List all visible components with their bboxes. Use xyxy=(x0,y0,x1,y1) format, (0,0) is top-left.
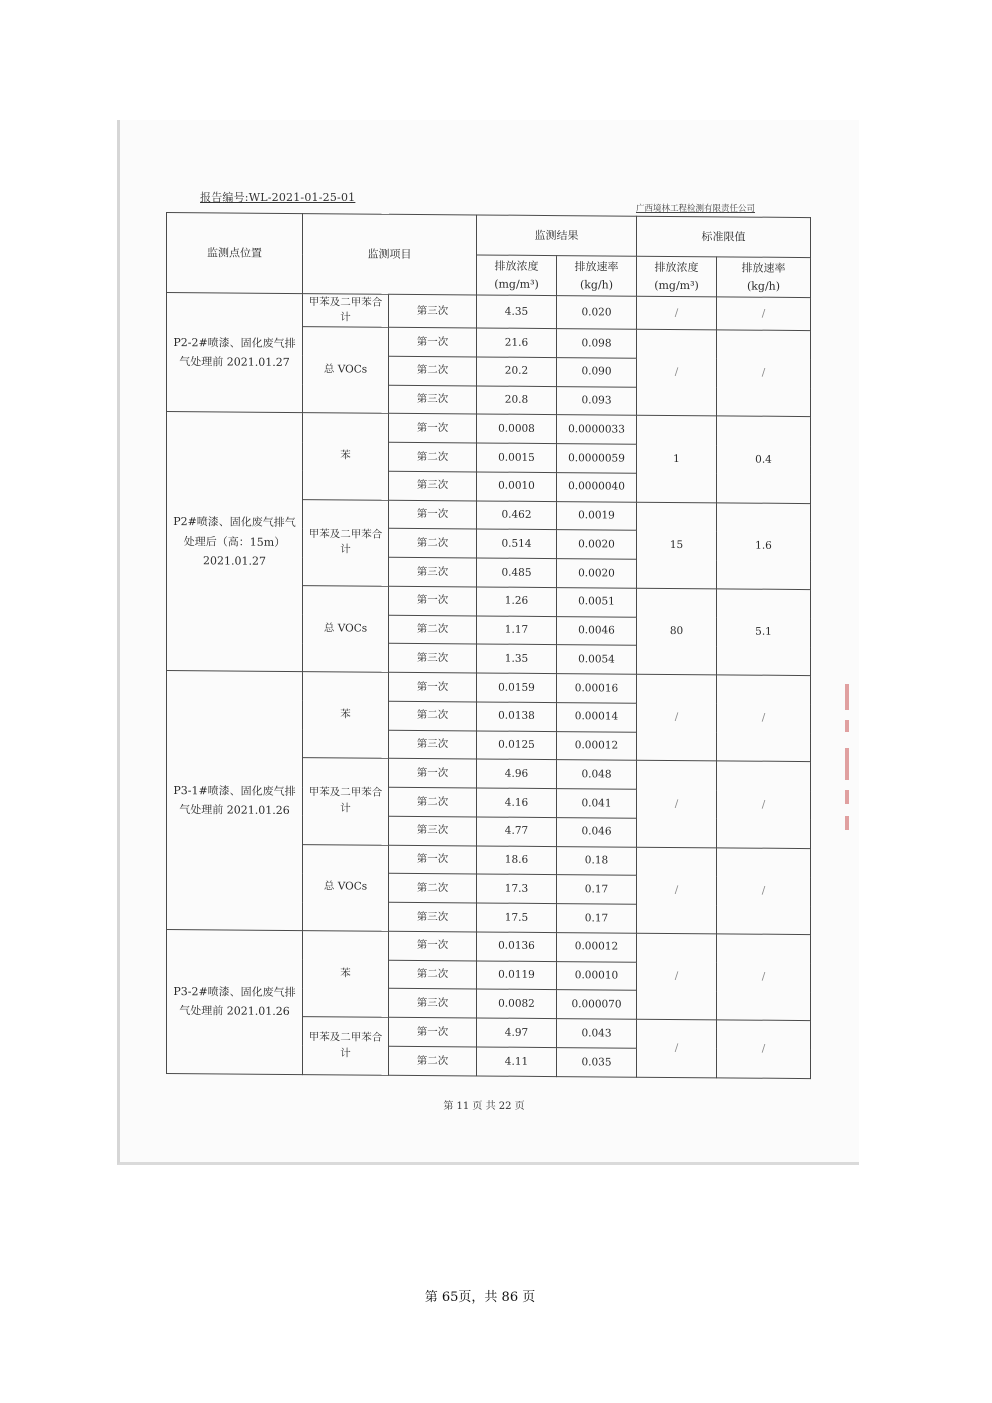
rate-cell: 0.00012 xyxy=(557,731,637,760)
rate-cell: 0.020 xyxy=(557,296,637,329)
rate-cell: 0.046 xyxy=(557,817,637,846)
concentration-cell: 1.17 xyxy=(477,616,557,645)
concentration-cell: 4.11 xyxy=(477,1047,557,1077)
run-cell: 第三次 xyxy=(389,816,477,845)
run-cell: 第一次 xyxy=(389,845,477,874)
run-cell: 第一次 xyxy=(389,500,477,529)
run-cell: 第三次 xyxy=(389,295,477,328)
limit-concentration-cell: / xyxy=(637,933,717,1020)
rate-cell: 0.0054 xyxy=(557,645,637,674)
limit-concentration-cell: / xyxy=(637,329,717,416)
limit-rate-cell: / xyxy=(717,297,811,330)
rate-cell: 0.093 xyxy=(557,386,637,415)
concentration-cell: 0.0138 xyxy=(477,702,557,731)
limit-concentration-cell: 80 xyxy=(637,588,717,675)
concentration-cell: 0.0082 xyxy=(477,989,557,1018)
site-location-cell: P3-2#喷漆、固化废气排气处理前 2021.01.26 xyxy=(167,929,303,1074)
rate-cell: 0.048 xyxy=(557,760,637,789)
rate-cell: 0.0000059 xyxy=(557,444,637,473)
rate-cell: 0.0051 xyxy=(557,587,637,616)
limit-concentration-cell: / xyxy=(637,674,717,761)
run-cell: 第一次 xyxy=(389,414,477,443)
concentration-cell: 0.0008 xyxy=(477,414,557,443)
concentration-cell: 0.514 xyxy=(477,529,557,558)
header-location: 监测点位置 xyxy=(167,213,303,295)
header-conc xyxy=(477,255,557,296)
concentration-cell: 0.0119 xyxy=(477,961,557,990)
table-body xyxy=(167,213,811,1079)
rate-cell: 0.0020 xyxy=(557,530,637,559)
rate-cell: 0.035 xyxy=(557,1047,637,1077)
concentration-cell: 17.3 xyxy=(477,874,557,903)
limit-rate-cell: / xyxy=(717,1020,811,1079)
limit-concentration-cell: / xyxy=(637,1019,717,1077)
limit-rate-cell: 5.1 xyxy=(717,589,811,676)
concentration-cell: 0.485 xyxy=(477,558,557,587)
red-stamp-mark xyxy=(845,684,849,710)
pollutant-item-cell: 甲苯及二甲苯合计 xyxy=(303,499,389,586)
limit-rate-cell: / xyxy=(717,761,811,848)
rate-cell: 0.0000040 xyxy=(557,472,637,501)
pollutant-item-cell: 总 VOCs xyxy=(303,844,389,931)
rate-cell: 0.0000033 xyxy=(557,415,637,444)
concentration-cell: 0.0136 xyxy=(477,932,557,961)
red-stamp-mark xyxy=(845,720,849,732)
pollutant-item-cell: 甲苯及二甲苯合计 xyxy=(303,1017,389,1076)
site-location-cell: P2-2#喷漆、固化废气排气处理前 2021.01.27 xyxy=(167,293,303,413)
header-limit-conc xyxy=(637,256,717,297)
inner-page-number xyxy=(0,1097,992,1112)
run-cell: 第一次 xyxy=(389,1017,477,1046)
run-cell: 第一次 xyxy=(389,931,477,960)
concentration-cell: 18.6 xyxy=(477,846,557,875)
limit-rate-cell: / xyxy=(717,330,811,417)
header-conc-unit: (mg/m³) xyxy=(494,277,539,291)
red-stamp-mark xyxy=(845,748,849,780)
page-number xyxy=(0,1286,992,1305)
run-cell: 第二次 xyxy=(389,960,477,989)
header-limit-conc-label: 排放浓度 xyxy=(654,261,699,275)
run-cell: 第三次 xyxy=(389,730,477,759)
pollutant-item-cell: 苯 xyxy=(303,413,389,500)
rate-cell: 0.043 xyxy=(557,1019,637,1048)
run-cell: 第二次 xyxy=(389,701,477,730)
concentration-cell: 4.97 xyxy=(477,1018,557,1047)
site-location-cell: P3-1#喷漆、固化废气排气处理前 2021.01.26 xyxy=(167,671,303,931)
run-cell: 第二次 xyxy=(389,615,477,644)
run-cell: 第三次 xyxy=(389,385,477,414)
limit-concentration-cell: / xyxy=(637,297,717,330)
report-number: 报告编号:WL-2021-01-25-01 xyxy=(200,191,356,204)
run-cell: 第二次 xyxy=(389,442,477,471)
pollutant-item-cell: 总 VOCs xyxy=(303,327,389,414)
run-cell: 第三次 xyxy=(389,989,477,1018)
concentration-cell: 20.8 xyxy=(477,386,557,415)
red-stamp-mark xyxy=(845,816,849,830)
company-name: 广西境林工程检测有限责任公司 xyxy=(636,204,756,214)
run-cell: 第三次 xyxy=(389,471,477,500)
rate-cell: 0.041 xyxy=(557,789,637,818)
rate-cell: 0.00010 xyxy=(557,961,637,990)
run-cell: 第一次 xyxy=(389,672,477,701)
concentration-cell: 0.0015 xyxy=(477,443,557,472)
table-row xyxy=(167,929,811,963)
header-limits: 标准限值 xyxy=(637,216,811,258)
rate-cell: 0.00016 xyxy=(557,674,637,703)
header-rate-unit: (kg/h) xyxy=(579,278,614,292)
run-cell: 第三次 xyxy=(389,902,477,931)
concentration-cell: 1.26 xyxy=(477,587,557,616)
header-limit-conc-unit: (mg/m³) xyxy=(654,278,699,293)
site-location-cell: P2#喷漆、固化废气排气处理后（高：15m） 2021.01.27 xyxy=(167,412,303,672)
pollutant-item-cell: 苯 xyxy=(303,672,389,759)
rate-cell: 0.00014 xyxy=(557,702,637,731)
run-cell: 第二次 xyxy=(389,1046,477,1076)
run-cell: 第二次 xyxy=(389,529,477,558)
pollutant-item-cell: 苯 xyxy=(303,930,389,1017)
concentration-cell: 4.96 xyxy=(477,759,557,788)
run-cell: 第二次 xyxy=(389,874,477,903)
rate-cell: 0.000070 xyxy=(557,990,637,1019)
header-limit-rate-unit: (kg/h) xyxy=(746,279,781,293)
table-row xyxy=(167,412,811,446)
monitoring-results-table xyxy=(166,212,811,1079)
table-row xyxy=(167,671,811,705)
limit-rate-cell: 1.6 xyxy=(717,502,811,589)
header-limit-rate-label: 排放速率 xyxy=(741,261,786,276)
limit-concentration-cell: / xyxy=(637,761,717,848)
concentration-cell: 0.462 xyxy=(477,501,557,530)
concentration-cell: 20.2 xyxy=(477,357,557,386)
run-cell: 第三次 xyxy=(389,644,477,673)
run-cell: 第一次 xyxy=(389,327,477,356)
concentration-cell: 0.0159 xyxy=(477,673,557,702)
concentration-cell: 1.35 xyxy=(477,644,557,673)
concentration-cell: 4.16 xyxy=(477,788,557,817)
rate-cell: 0.090 xyxy=(557,357,637,386)
header-row-1 xyxy=(167,213,811,258)
limit-concentration-cell: 1 xyxy=(637,416,717,503)
pollutant-item-cell: 甲苯及二甲苯合计 xyxy=(303,294,389,327)
limit-concentration-cell: / xyxy=(637,847,717,934)
run-cell: 第二次 xyxy=(389,787,477,816)
concentration-cell: 4.35 xyxy=(477,295,557,328)
concentration-cell: 17.5 xyxy=(477,903,557,932)
page-number-text: 第 65页，共 86 页 xyxy=(424,1290,536,1305)
header-conc-label: 排放浓度 xyxy=(494,259,539,274)
header-item: 监测项目 xyxy=(303,214,477,296)
table-row xyxy=(167,293,811,331)
rate-cell: 0.00012 xyxy=(557,932,637,961)
limit-rate-cell: / xyxy=(717,675,811,762)
header-rate-label: 排放速率 xyxy=(574,260,619,274)
concentration-cell: 21.6 xyxy=(477,328,557,357)
rate-cell: 0.17 xyxy=(557,875,637,904)
header-rate xyxy=(557,256,637,297)
run-cell: 第一次 xyxy=(389,759,477,788)
concentration-cell: 0.0125 xyxy=(477,731,557,760)
header-results: 监测结果 xyxy=(477,215,637,256)
rate-cell: 0.098 xyxy=(557,329,637,358)
red-stamp-mark xyxy=(845,790,849,804)
limit-rate-cell: / xyxy=(717,847,811,934)
run-cell: 第二次 xyxy=(389,356,477,385)
concentration-cell: 4.77 xyxy=(477,817,557,846)
rate-cell: 0.0019 xyxy=(557,501,637,530)
header-limit-rate xyxy=(717,257,811,298)
rate-cell: 0.17 xyxy=(557,904,637,933)
rate-cell: 0.0046 xyxy=(557,616,637,645)
pollutant-item-cell: 甲苯及二甲苯合计 xyxy=(303,758,389,845)
inner-page-number-text: 第 11 页 共 22 页 xyxy=(443,1101,525,1112)
run-cell: 第三次 xyxy=(389,557,477,586)
pollutant-item-cell: 总 VOCs xyxy=(303,585,389,672)
rate-cell: 0.0020 xyxy=(557,559,637,588)
concentration-cell: 0.0010 xyxy=(477,472,557,501)
limit-rate-cell: 0.4 xyxy=(717,416,811,503)
limit-rate-cell: / xyxy=(717,934,811,1021)
limit-concentration-cell: 15 xyxy=(637,502,717,589)
run-cell: 第一次 xyxy=(389,586,477,615)
rate-cell: 0.18 xyxy=(557,846,637,875)
